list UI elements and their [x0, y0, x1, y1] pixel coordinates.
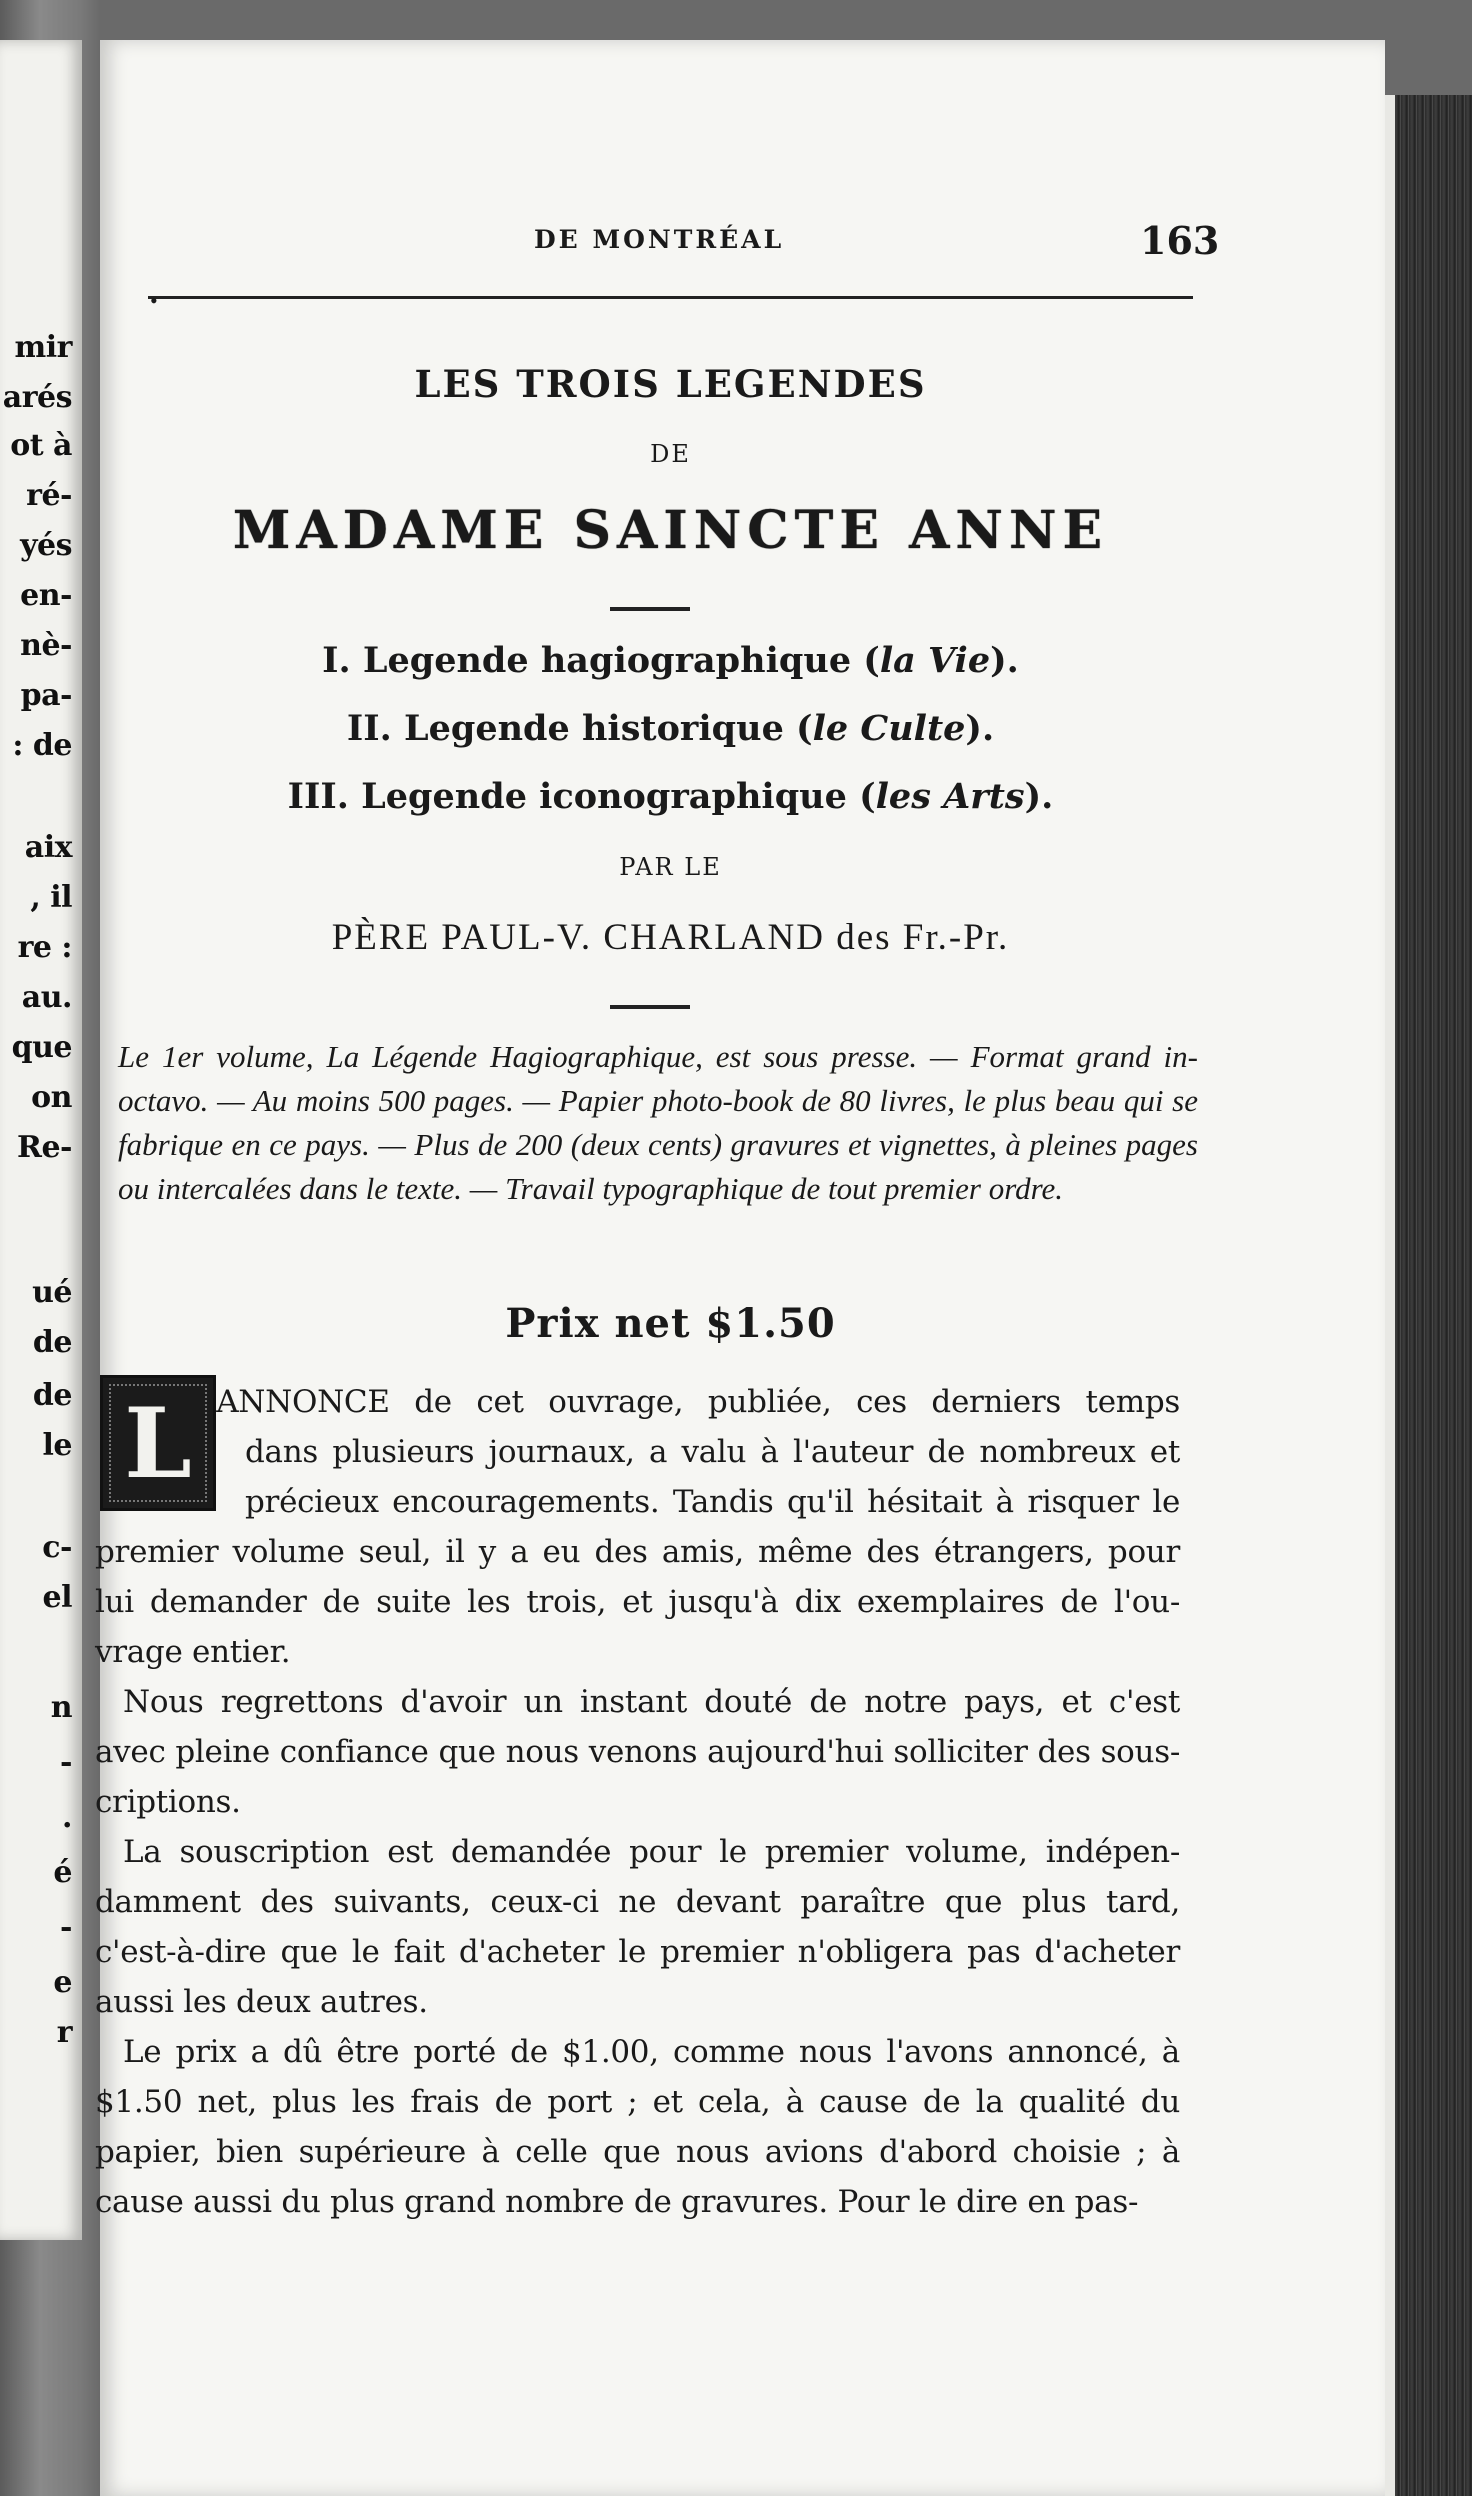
prev-page-text: r — [56, 2015, 72, 2050]
running-head: DE MONTRÉAL — [534, 225, 785, 254]
prev-page-text: de — [32, 1325, 72, 1360]
prev-page-text: que — [11, 1030, 72, 1065]
prev-page-text: aix — [24, 830, 72, 865]
prev-page-text: . — [62, 1800, 72, 1835]
prev-page-text: de — [32, 1378, 72, 1413]
body-line: $1.50 net, plus les frais de port ; et cela, à cause de la qualité du — [95, 2084, 1180, 2120]
prev-page-text: on — [31, 1080, 72, 1115]
prev-page-text: arés — [2, 380, 72, 415]
drop-cap — [100, 1375, 216, 1511]
body-line: aussi les deux autres. — [95, 1984, 428, 2020]
body-line: criptions. — [95, 1784, 241, 1820]
body-line: premier volume seul, il y a eu des amis, même des étrangers, pour — [95, 1534, 1180, 1570]
prev-page-text: en- — [20, 578, 72, 613]
body-line: vrage entier. — [95, 1634, 291, 1670]
prev-page-text: , il — [30, 880, 72, 915]
prev-page-text: au. — [21, 980, 72, 1015]
price-heading: Prix net $1.50 — [505, 1300, 836, 1347]
prev-page-text: yés — [20, 528, 72, 563]
prev-page-text: Re- — [17, 1130, 72, 1165]
prev-page-text: ué — [32, 1275, 72, 1310]
prev-page-text: el — [42, 1580, 72, 1615]
prev-page-text: c- — [42, 1530, 72, 1565]
body-line: avec pleine confiance que nous venons aujourd'hui solliciter des sous- — [95, 1734, 1180, 1770]
body-line: papier, bien supérieure à celle que nous avions d'abord choisie ; à — [95, 2134, 1180, 2170]
legend-item: III. Legende iconographique (les Arts). — [287, 776, 1054, 817]
prev-page-text: é — [53, 1855, 72, 1890]
body-line: cause aussi du plus grand nombre de gravures. Pour le dire en pas- — [95, 2184, 1139, 2220]
previous-page-fragment — [0, 40, 82, 2240]
title-de: DE — [650, 440, 691, 468]
title-rule — [610, 1005, 690, 1009]
body-line: La souscription est demandée pour le premier volume, indépen- — [123, 1834, 1180, 1870]
ink-dot: • — [150, 288, 158, 313]
title-line-1: LES TROIS LEGENDES — [414, 362, 927, 406]
legend-item: II. Legende historique (le Culte). — [346, 708, 995, 749]
header-rule — [148, 296, 1193, 299]
prev-page-text: e — [53, 1965, 72, 2000]
body-line: précieux encouragements. Tandis qu'il hésitait à risquer le — [245, 1484, 1180, 1520]
prev-page-text: ot à — [10, 428, 72, 463]
prev-page-text: - — [60, 1745, 72, 1780]
prev-page-text: mir — [14, 330, 72, 365]
body-line: dans plusieurs journaux, a valu à l'auteur de nombreux et — [245, 1434, 1180, 1470]
prev-page-text: : de — [12, 728, 72, 763]
body-line: damment des suivants, ceux-ci ne devant paraître que plus tard, — [95, 1884, 1180, 1920]
par-le: PAR LE — [619, 853, 722, 881]
notice-paragraph: Le 1er volume, La Légende Hagiographique, est sous presse. — Format grand in-octavo. — Au moins 500 pages. — Papier photo-book de 80 livres, le plus beau qui se fabrique en ce pays. — Plus de 200 (deux cents) gravures et vignettes, à pleines pages ou intercalées dans le texte. — Travail typographique de tout premier ordre. — [118, 1039, 1198, 1206]
prev-page-text: le — [42, 1428, 72, 1463]
book-page — [100, 40, 1385, 2496]
prev-page-text: n — [50, 1690, 72, 1725]
prev-page-text: re : — [17, 930, 72, 965]
legend-item: I. Legende hagiographique (la Vie). — [322, 640, 1019, 681]
author-line: PÈRE PAUL-V. CHARLAND des Fr.-Pr. — [331, 917, 1010, 958]
body-line: c'est-à-dire que le fait d'acheter le premier n'obligera pas d'acheter — [95, 1934, 1180, 1970]
page-number: 163 — [1140, 218, 1220, 263]
body-line: 'ANNONCE de cet ouvrage, publiée, ces derniers temps — [208, 1384, 1180, 1420]
prev-page-text: - — [60, 1910, 72, 1945]
body-line: Le prix a dû être porté de $1.00, comme nous l'avons annoncé, à — [123, 2034, 1180, 2070]
body-line: Nous regrettons d'avoir un instant douté de notre pays, et c'est — [123, 1684, 1180, 1720]
prev-page-text: nè- — [20, 628, 72, 663]
title-main: MADAME SAINCTE ANNE — [232, 500, 1109, 561]
prev-page-text: pa- — [20, 678, 72, 713]
body-line: lui demander de suite les trois, et jusqu'à dix exemplaires de l'ou- — [95, 1584, 1180, 1620]
prev-page-text: ré- — [26, 478, 72, 513]
title-rule — [610, 607, 690, 611]
page-edges — [1385, 95, 1472, 2496]
drop-cap-letter: L — [124, 1386, 192, 1500]
